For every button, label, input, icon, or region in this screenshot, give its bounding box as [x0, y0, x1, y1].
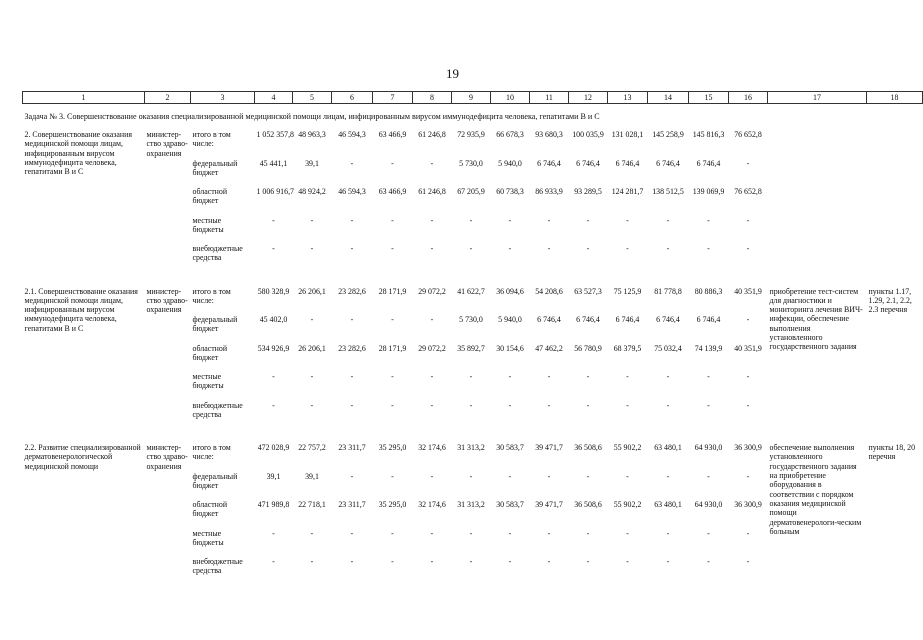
list-reference — [867, 130, 923, 273]
amount-cell: - — [430, 471, 434, 481]
column-header: 3 — [191, 92, 255, 104]
amount-cell: - — [430, 372, 434, 381]
amount-cell: - — [350, 528, 354, 538]
funding-source: итого в том числе: — [192, 130, 231, 149]
amount-cell: 55 902,2 — [613, 500, 642, 509]
amount-cell: 41 622,7 — [457, 286, 485, 296]
amount-cell: 31 313,2 — [457, 443, 485, 452]
amount-cell: 6 746,4 — [576, 315, 600, 324]
amount-cell: 6 746,4 — [696, 315, 721, 324]
amount-cell: 580 328,9 — [257, 286, 290, 296]
amount-cell: - — [508, 471, 512, 481]
amount-cell: 46 594,3 — [338, 130, 366, 139]
amount-cell: 6 746,4 — [615, 158, 640, 168]
amount-cell: - — [547, 244, 551, 253]
amount-cell: - — [707, 244, 710, 253]
funding-source: областной бюджет — [192, 187, 228, 206]
amount-cell: 145 816,3 — [692, 130, 725, 139]
column-header: 1 — [23, 92, 145, 104]
amount-cell: - — [586, 244, 590, 253]
amount-cell: 5 940,0 — [498, 315, 522, 324]
amount-cell: - — [746, 400, 750, 410]
amount-cell: - — [746, 528, 750, 538]
amount-cell: 93 289,5 — [574, 187, 602, 196]
amount-cell: - — [350, 158, 354, 168]
column-header: 10 — [491, 92, 530, 104]
amount-cell: - — [272, 244, 275, 253]
executor: министер-ство здраво-охранения — [146, 286, 188, 315]
amount-cell: - — [508, 215, 512, 225]
amount-cell: - — [547, 372, 551, 381]
amount-cell: - — [310, 557, 314, 566]
amount-cell: 6 746,4 — [537, 315, 561, 324]
list-reference: пункты 18, 20 перечня — [868, 443, 916, 462]
amount-cell: - — [626, 528, 629, 538]
amount-cell: - — [430, 400, 434, 410]
column-header: 4 — [255, 92, 293, 104]
amount-cell: - — [272, 528, 275, 538]
spacer-cell — [23, 429, 923, 443]
amount-cell: - — [586, 215, 590, 225]
amount-cell: 64 930,0 — [694, 443, 723, 452]
amount-cell: - — [547, 557, 551, 566]
amount-cell: 39,1 — [266, 471, 281, 481]
expected-result — [768, 130, 867, 273]
amount-cell: 23 282,6 — [338, 343, 366, 353]
amount-cell: - — [350, 471, 354, 481]
expected-result: обеспечение выполнения установленного государственного задания на приобретение оборудования в соответствии с порядком оказания медицинской помощи дерматовенерологи-ческим больным — [769, 443, 862, 536]
column-header: 9 — [452, 92, 491, 104]
amount-cell: 131 028,1 — [611, 130, 644, 139]
amount-cell: - — [746, 215, 750, 225]
amount-cell: 67 205,9 — [457, 187, 485, 196]
funding-source: внебюджетные средства — [192, 244, 243, 263]
amount-cell: 6 746,4 — [537, 158, 561, 168]
amount-cell: - — [707, 528, 710, 538]
amount-cell: - — [707, 557, 710, 566]
amount-cell: - — [666, 372, 670, 381]
amount-cell: - — [272, 400, 275, 410]
amount-cell: 55 902,2 — [613, 443, 642, 452]
amount-cell: 35 295,0 — [378, 500, 407, 509]
amount-cell: 35 295,0 — [378, 443, 407, 452]
amount-cell: 35 892,7 — [457, 343, 485, 353]
amount-cell: - — [586, 557, 590, 566]
amount-cell: - — [430, 315, 434, 324]
amount-cell: 36 300,9 — [734, 500, 762, 509]
amount-cell: - — [626, 400, 629, 410]
amount-cell: - — [746, 471, 750, 481]
amount-cell: 29 072,2 — [418, 343, 446, 353]
amount-cell: 6 746,4 — [696, 158, 721, 168]
amount-cell: 28 171,9 — [378, 286, 407, 296]
funding-source: местные бюджеты — [192, 215, 224, 234]
amount-cell: 76 652,8 — [734, 187, 762, 196]
amount-cell: - — [666, 528, 670, 538]
amount-cell: 5 940,0 — [498, 158, 522, 168]
amount-cell: - — [391, 528, 394, 538]
amount-cell: 1 052 357,8 — [256, 130, 294, 139]
amount-cell: 63 466,9 — [378, 130, 407, 139]
amount-cell: 5 730,0 — [459, 158, 483, 168]
amount-cell: 54 208,6 — [535, 286, 563, 296]
funding-source: внебюджетные средства — [192, 557, 243, 576]
amount-cell: 31 313,2 — [457, 500, 485, 509]
amount-cell: - — [746, 557, 750, 566]
amount-cell: - — [469, 215, 473, 225]
amount-cell: 124 281,7 — [611, 187, 644, 196]
amount-cell: 39 471,7 — [535, 443, 563, 452]
task-row — [23, 104, 923, 131]
amount-cell: 72 935,9 — [457, 130, 485, 139]
amount-cell: 61 246,8 — [418, 187, 446, 196]
amount-cell: - — [707, 215, 710, 225]
amount-cell: 6 746,4 — [576, 158, 600, 168]
amount-cell: - — [272, 372, 275, 381]
column-header: 15 — [689, 92, 729, 104]
measure-name: 2. Совершенствование оказания медицинской помощи лицам, инфицированным вирусом иммунодефицита человека, гепатитами В и С — [24, 130, 132, 177]
table-row — [23, 287, 923, 316]
column-header: 7 — [373, 92, 413, 104]
amount-cell: - — [586, 528, 590, 538]
amount-cell: - — [666, 471, 670, 481]
amount-cell: 74 139,9 — [694, 343, 723, 353]
funding-source: местные бюджеты — [192, 372, 224, 391]
spacer-row — [23, 429, 923, 443]
amount-cell: 39,1 — [305, 158, 319, 168]
amount-cell: - — [310, 215, 314, 225]
amount-cell: - — [469, 528, 473, 538]
amount-cell: - — [430, 158, 434, 168]
amount-cell: - — [746, 244, 750, 253]
amount-cell: - — [430, 528, 434, 538]
column-header: 17 — [768, 92, 867, 104]
column-header: 2 — [145, 92, 191, 104]
amount-cell: 32 174,6 — [418, 443, 446, 452]
amount-cell: 86 933,9 — [535, 187, 563, 196]
amount-cell: - — [746, 372, 750, 381]
column-header: 18 — [867, 92, 923, 104]
column-header: 16 — [729, 92, 768, 104]
amount-cell: 1 006 916,7 — [256, 187, 294, 196]
amount-cell: - — [746, 315, 750, 324]
amount-cell: 80 886,3 — [694, 286, 723, 296]
amount-cell: - — [666, 244, 670, 253]
amount-cell: - — [666, 215, 670, 225]
funding-source: федеральный бюджет — [192, 158, 238, 177]
amount-cell: - — [469, 557, 473, 566]
task-title: Задача № 3. Совершенствование оказания специализированной медицинской помощи лицам, инфицированным вирусом иммунодефицита человека, гепатитами В и С — [24, 112, 600, 122]
amount-cell: 26 206,1 — [298, 343, 326, 353]
amount-cell: - — [707, 471, 710, 481]
amount-cell: - — [547, 471, 551, 481]
column-header: 13 — [608, 92, 648, 104]
amount-cell: 61 246,8 — [418, 130, 446, 139]
amount-cell: 32 174,6 — [418, 500, 446, 509]
amount-cell: 40 351,9 — [734, 286, 762, 296]
amount-cell: 48 963,3 — [298, 130, 326, 139]
amount-cell: - — [508, 372, 512, 381]
amount-cell: - — [586, 400, 590, 410]
amount-cell: - — [586, 471, 590, 481]
amount-cell: 26 206,1 — [298, 286, 326, 296]
amount-cell: - — [391, 244, 394, 253]
column-header: 14 — [648, 92, 689, 104]
amount-cell: - — [626, 557, 629, 566]
amount-cell: - — [626, 215, 629, 225]
amount-cell: - — [469, 372, 473, 381]
amount-cell: - — [707, 400, 710, 410]
amount-cell: - — [547, 215, 551, 225]
amount-cell: - — [350, 315, 354, 324]
amount-cell: 23 282,6 — [338, 286, 366, 296]
column-header: 12 — [569, 92, 608, 104]
amount-cell: - — [350, 557, 354, 566]
amount-cell: - — [391, 557, 394, 566]
amount-cell: - — [666, 557, 670, 566]
amount-cell: - — [430, 557, 434, 566]
amount-cell: 76 652,8 — [734, 130, 762, 139]
amount-cell: - — [469, 244, 473, 253]
amount-cell: 63 480,1 — [654, 500, 682, 509]
amount-cell: - — [586, 372, 590, 381]
amount-cell: 36 508,6 — [574, 500, 602, 509]
amount-cell: 22 757,2 — [298, 443, 326, 452]
spacer-cell — [23, 273, 923, 287]
amount-cell: - — [391, 471, 394, 481]
amount-cell: 39,1 — [305, 471, 319, 481]
amount-cell: 22 718,1 — [298, 500, 326, 509]
amount-cell: - — [746, 158, 750, 168]
amount-cell: - — [707, 372, 710, 381]
funding-source: федеральный бюджет — [192, 471, 238, 490]
amount-cell: 75 032,4 — [654, 343, 682, 353]
funding-source: областной бюджет — [192, 343, 228, 362]
amount-cell: 28 171,9 — [378, 343, 407, 353]
amount-cell: - — [666, 400, 670, 410]
amount-cell: 63 480,1 — [654, 443, 682, 452]
executor: министер-ство здраво-охранения — [146, 443, 188, 471]
funding-source: итого в том числе: — [192, 286, 231, 305]
amount-cell: - — [391, 158, 394, 168]
expected-result: приобретение тест-систем для диагностики и мониторинга лечения ВИЧ-инфекции, обеспечение выполнения установленного государственного задания — [769, 286, 863, 352]
amount-cell: 23 311,7 — [338, 443, 366, 452]
amount-cell: 472 028,9 — [257, 443, 290, 452]
amount-cell: 139 069,9 — [692, 187, 725, 196]
amount-cell: 534 926,9 — [257, 343, 290, 353]
amount-cell: 45 441,1 — [259, 158, 288, 168]
amount-cell: 63 466,9 — [378, 187, 407, 196]
amount-cell: - — [547, 528, 551, 538]
measure-name: 2.2. Развитие специализированной дерматовенерологической медицинской помощи — [24, 443, 141, 471]
amount-cell: - — [469, 400, 473, 410]
amount-cell: 29 072,2 — [418, 286, 446, 296]
column-header: 5 — [293, 92, 332, 104]
amount-cell: 48 924,2 — [298, 187, 326, 196]
page-number: 19 — [446, 66, 459, 81]
amount-cell: 30 154,6 — [496, 343, 524, 353]
amount-cell: 5 730,0 — [459, 315, 483, 324]
amount-cell: 93 680,3 — [535, 130, 563, 139]
amount-cell: - — [547, 400, 551, 410]
funding-source: местные бюджеты — [192, 528, 224, 547]
table-row — [23, 130, 923, 159]
program-table — [22, 91, 923, 586]
amount-cell: 45 402,0 — [259, 315, 288, 324]
amount-cell: - — [469, 471, 473, 481]
amount-cell: 36 094,6 — [496, 286, 524, 296]
column-header: 6 — [332, 92, 373, 104]
amount-cell: 68 379,5 — [613, 343, 642, 353]
amount-cell: - — [272, 215, 275, 225]
amount-cell: - — [350, 244, 354, 253]
amount-cell: 39 471,7 — [535, 500, 563, 509]
amount-cell: - — [391, 215, 394, 225]
amount-cell: 66 678,3 — [496, 130, 524, 139]
funding-source: итого в том числе: — [192, 443, 231, 462]
amount-cell: - — [508, 400, 512, 410]
amount-cell: - — [310, 244, 314, 253]
amount-cell: 47 462,2 — [535, 343, 563, 353]
spacer-row — [23, 273, 923, 287]
amount-cell: 23 311,7 — [338, 500, 366, 509]
amount-cell: - — [626, 244, 629, 253]
amount-cell: 56 780,9 — [574, 343, 602, 353]
table-body — [23, 92, 923, 586]
funding-source: внебюджетные средства — [192, 400, 243, 419]
amount-cell: - — [430, 215, 434, 225]
amount-cell: 60 738,3 — [496, 187, 524, 196]
amount-cell: - — [350, 372, 354, 381]
amount-cell: 6 746,4 — [656, 315, 680, 324]
amount-cell: 6 746,4 — [615, 315, 640, 324]
amount-cell: 46 594,3 — [338, 187, 366, 196]
amount-cell: 138 512,5 — [652, 187, 684, 196]
amount-cell: - — [508, 528, 512, 538]
amount-cell: - — [310, 315, 314, 324]
amount-cell: - — [310, 400, 314, 410]
amount-cell: 75 125,9 — [613, 286, 642, 296]
amount-cell: 30 583,7 — [496, 500, 524, 509]
amount-cell: - — [391, 400, 394, 410]
column-header: 8 — [413, 92, 452, 104]
amount-cell: 6 746,4 — [656, 158, 680, 168]
amount-cell: 81 778,8 — [654, 286, 682, 296]
column-number-row — [23, 92, 923, 104]
amount-cell: 471 989,8 — [257, 500, 290, 509]
amount-cell: - — [508, 244, 512, 253]
amount-cell: - — [391, 315, 394, 324]
amount-cell: - — [430, 244, 434, 253]
amount-cell: - — [350, 215, 354, 225]
amount-cell: 36 300,9 — [734, 443, 762, 452]
amount-cell: 100 035,9 — [572, 130, 604, 139]
amount-cell: 145 258,9 — [652, 130, 684, 139]
column-header: 11 — [530, 92, 569, 104]
amount-cell: 40 351,9 — [734, 343, 762, 353]
table-row — [23, 443, 923, 472]
amount-cell: 63 527,3 — [574, 286, 602, 296]
amount-cell: - — [272, 557, 275, 566]
funding-source: областной бюджет — [192, 500, 228, 519]
measure-name: 2.1. Совершенствование оказания медицинской помощи лицам, инфицированным вирусом иммунодефицита человека, гепатитами В и С — [24, 286, 138, 333]
amount-cell: - — [391, 372, 394, 381]
amount-cell: 36 508,6 — [574, 443, 602, 452]
amount-cell: - — [350, 400, 354, 410]
amount-cell: - — [626, 471, 629, 481]
list-reference: пункты 1.17, 1.29, 2.1, 2.2, 2.3 перечня — [868, 286, 912, 315]
amount-cell: - — [508, 557, 512, 566]
amount-cell: - — [626, 372, 629, 381]
amount-cell: 64 930,0 — [694, 500, 723, 509]
executor: министер-ство здраво-охранения — [146, 130, 188, 158]
amount-cell: - — [310, 372, 314, 381]
amount-cell: 30 583,7 — [496, 443, 524, 452]
funding-source: федеральный бюджет — [192, 315, 238, 334]
amount-cell: - — [310, 528, 314, 538]
